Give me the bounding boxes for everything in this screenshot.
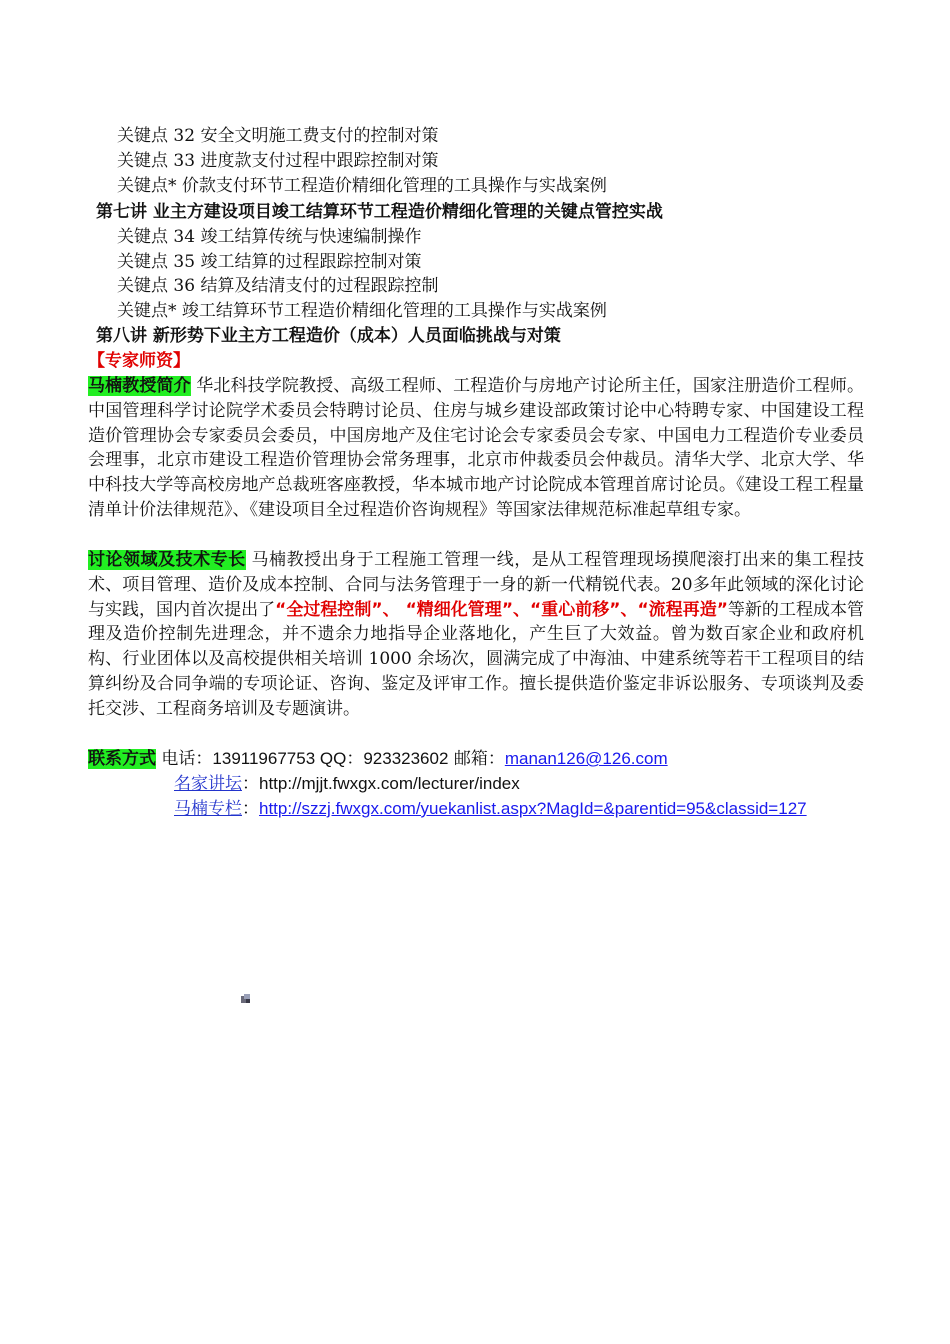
bio-paragraph (88, 374, 864, 523)
qq-number: 923323602 (363, 749, 449, 768)
keypoint-32: 关键点 32 安全文明施工费支付的控制对策 (117, 126, 439, 146)
keypoint-33: 关键点 33 进度款支付过程中跟踪控制对策 (117, 151, 439, 171)
phone-label: 电话： (156, 749, 213, 769)
contact-label: 联系方式 (88, 749, 156, 769)
bio-text: 华北科技学院教授、高级工程师、工程造价与房地产讨论所主任，国家注册造价工程师。中国管理科学讨论院学术委员会特聘讨论员、住房与城乡建设部政策讨论中心特聘专家、中国建设工程造价管理协会专家委员会委员，中国房地产及住宅讨论会专家委员会专家、中国电力工程造价专业委员会理事，北京市建设工程造价管理协会常务理事，北京市仲裁委员会仲裁员。清华大学、北京大学、华中科技大学等高校房地产总裁班客座教授，华本城市地产讨论院成本管理首席讨论员。《建设工程工程量清单计价法律规范》、《建设项目全过程造价咨询规程》等国家法律规范标准起草组专家。 (88, 376, 864, 520)
keypoint-star-settlement: 关键点* 竣工结算环节工程造价精细化管理的工具操作与实战案例 (117, 301, 607, 321)
email-label: 邮箱： (448, 749, 505, 769)
bio-label: 马楠教授简介 (88, 376, 191, 396)
lecture-7-title: 第七讲 业主方建设项目竣工结算环节工程造价精细化管理的关键点管控实战 (96, 202, 663, 222)
email-link[interactable]: manan126@126.com (504, 749, 668, 768)
keypoint-34: 关键点 34 竣工结算传统与快速编制操作 (117, 227, 422, 247)
expertise-label: 讨论领域及技术专长 (88, 550, 246, 570)
column-separator: ： (242, 799, 259, 819)
keypoint-35: 关键点 35 竣工结算的过程跟踪控制对策 (117, 252, 422, 272)
column-link-label[interactable]: 马楠专栏 (174, 799, 242, 819)
expert-section-heading: 【专家师资】 (88, 351, 190, 371)
forum-link-label[interactable]: 名家讲坛 (174, 774, 242, 794)
forum-line (174, 772, 520, 796)
lecture-8-title: 第八讲 新形势下业主方工程造价（成本）人员面临挑战与对策 (96, 326, 561, 346)
expertise-text-b: 等新的工程成本管理及造价控制先进理念，并不遗余力地指导企业落地化，产生巨了大效益。曾为数百家企业和政府机构、行业团体以及高校提供相关培训 1000 余场次，圆满完成了中海油、中建系统等若干工程项目的结算纠纷及合同争端的专项论证、咨询、鉴定及评审工作。擅长提供造价鉴定非诉讼服务、专项谈判及委托交涉、工程商务培训及专题演讲。 (88, 599, 865, 719)
column-line (174, 797, 807, 821)
forum-separator: ： (242, 774, 259, 794)
keypoint-star-payment: 关键点* 价款支付环节工程造价精细化管理的工具操作与实战案例 (117, 176, 607, 196)
keypoint-36: 关键点 36 结算及结清支付的过程跟踪控制 (117, 276, 439, 296)
image-placeholder-icon (240, 993, 252, 1005)
forum-url: http://mjjt.fwxgx.com/lecturer/index (259, 774, 520, 793)
expertise-highlight: “全过程控制”、 “精细化管理”、“重心前移”、“流程再造” (275, 599, 728, 620)
contact-line (88, 747, 668, 771)
phone-number: 13911967753 (212, 749, 316, 768)
qq-label: QQ： (315, 749, 364, 768)
expertise-text-a: 马楠教授出身于工程施工管理一线，是从工程管理现场摸爬滚打出来的集工程技术、项目管理、造价及成本控制、合同与法务管理于一身的新一代精锐代表。20多年此领域的深化讨论与实践，国内首次提出了 (88, 550, 864, 620)
expertise-paragraph (88, 548, 864, 722)
column-url-link[interactable]: http://szzj.fwxgx.com/yuekanlist.aspx?MagId=&parentid=95&classid=127 (259, 799, 807, 818)
